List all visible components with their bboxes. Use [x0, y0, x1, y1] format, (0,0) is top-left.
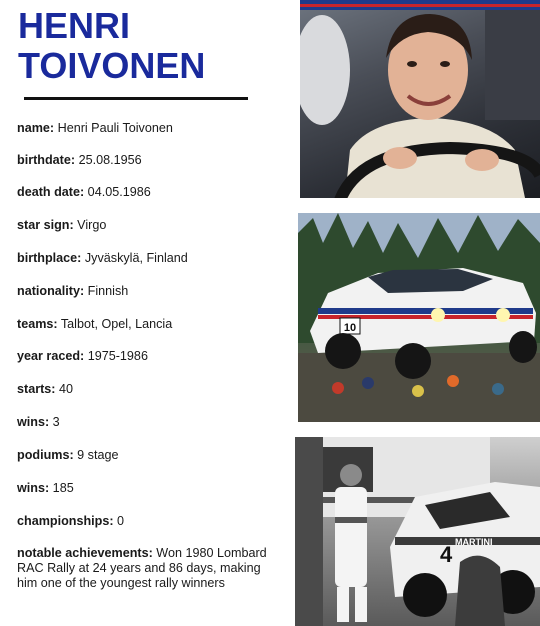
fact-label: death date:	[17, 185, 85, 199]
spectator	[412, 385, 424, 397]
fact-label: name:	[17, 121, 55, 135]
fact-nationality	[17, 284, 279, 299]
fact-label: wins:	[17, 415, 50, 429]
title-first-name: HENRI	[18, 5, 131, 46]
driver-leg	[337, 587, 349, 622]
fact-year-raced	[17, 349, 279, 364]
fact-stage-wins	[17, 481, 279, 496]
fact-value: Virgo	[73, 218, 107, 232]
fact-death-date	[17, 185, 279, 200]
fact-championships	[17, 514, 279, 529]
fact-value: 9 stage	[73, 448, 119, 462]
fact-label: star sign:	[17, 218, 74, 232]
fact-label: podiums:	[17, 448, 74, 462]
fact-value: Talbot, Opel, Lancia	[57, 317, 173, 331]
driver-head	[340, 464, 362, 486]
fact-label: year raced:	[17, 349, 85, 363]
spectator	[492, 383, 504, 395]
service-stop-photo	[295, 437, 540, 626]
fact-podiums	[17, 448, 279, 463]
fact-value: Won 1980 Lombard RAC Rally at 24 years and 86 days, making him one of the youngest rally winners	[17, 546, 267, 590]
rally-car-wheel	[395, 343, 431, 379]
fact-name	[17, 121, 279, 136]
driver-portrait-photo	[300, 0, 540, 198]
fact-value: 3	[49, 415, 60, 429]
sponsor-text: MARTINI	[455, 537, 493, 547]
driver-portrait-illustration	[300, 0, 540, 198]
driver-eye-right	[440, 61, 450, 67]
car-number-text: 4	[440, 542, 453, 567]
left-edge-shadow	[295, 437, 323, 626]
fact-notable-achievements	[17, 546, 267, 591]
fact-label: starts:	[17, 382, 56, 396]
fact-value: 1975-1986	[84, 349, 148, 363]
headlight	[431, 308, 445, 322]
fact-value: 25.08.1956	[75, 153, 142, 167]
fact-value: 40	[55, 382, 74, 396]
cabin-pillar	[485, 10, 540, 120]
mechanic	[455, 556, 505, 626]
fact-label: notable achievements:	[17, 546, 153, 560]
title-last-name: TOIVONEN	[18, 45, 206, 86]
helmet-shape	[300, 15, 350, 125]
driver-hand-left	[383, 147, 417, 169]
service-stop-illustration	[295, 437, 540, 626]
fact-teams	[17, 317, 279, 332]
fact-value: Jyväskylä, Finland	[81, 251, 188, 265]
spectator	[362, 377, 374, 389]
driver-suit	[335, 487, 367, 587]
car-number-text: 10	[343, 322, 357, 334]
fact-label: teams:	[17, 317, 58, 331]
driver-hand-right	[465, 149, 499, 171]
fact-wins	[17, 415, 279, 430]
fact-value: 04.05.1986	[84, 185, 151, 199]
fact-birthplace	[17, 251, 279, 266]
driver-eye-left	[407, 61, 417, 67]
spectator	[332, 382, 344, 394]
fact-label: nationality:	[17, 284, 85, 298]
spectator	[447, 375, 459, 387]
fact-star-sign	[17, 218, 279, 233]
fact-value: 0	[113, 514, 125, 528]
rally-car-wheel	[509, 331, 537, 363]
driver-suit-stripe	[335, 517, 367, 523]
title-underline	[24, 97, 248, 100]
fact-label: championships:	[17, 514, 114, 528]
fact-label: birthplace:	[17, 251, 82, 265]
rally-car-wheel	[325, 333, 361, 369]
fact-birthdate	[17, 153, 279, 168]
driver-leg	[355, 587, 367, 622]
fact-label: wins:	[17, 481, 50, 495]
car-roof-red-stripe	[300, 4, 540, 7]
fact-label: birthdate:	[17, 153, 76, 167]
rally-car-jump-illustration	[298, 213, 540, 422]
fact-value: Henri Pauli Toivonen	[54, 121, 173, 135]
rally-car-wheel	[403, 573, 447, 617]
rally-car-jump-photo	[298, 213, 540, 422]
fact-value: 185	[49, 481, 74, 495]
headlight	[496, 308, 510, 322]
fact-starts	[17, 382, 279, 397]
fact-value: Finnish	[84, 284, 129, 298]
page-title	[18, 6, 205, 86]
